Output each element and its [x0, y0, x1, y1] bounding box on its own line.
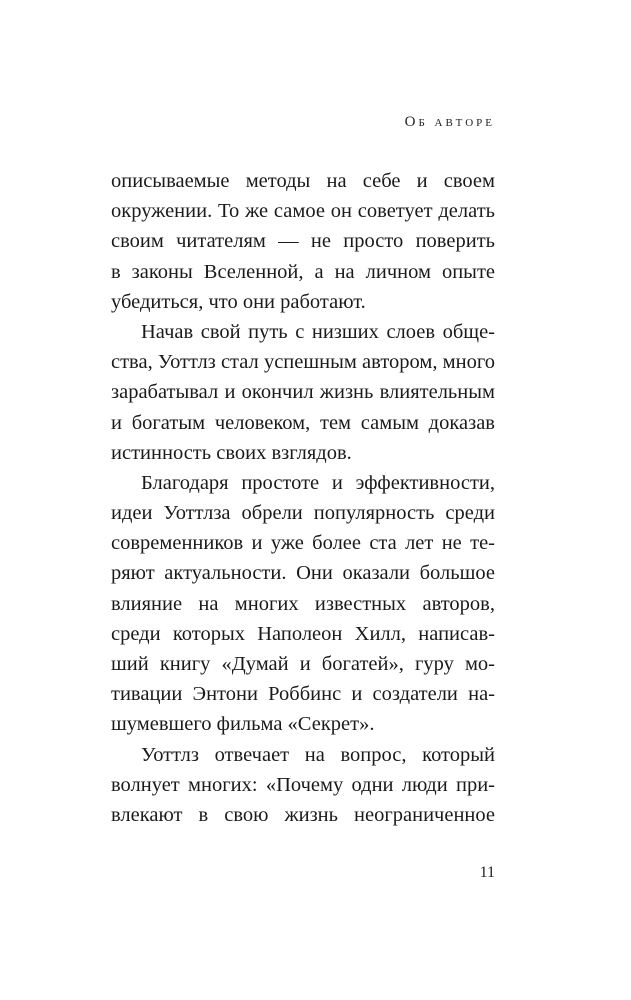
- running-head: Об авторе: [404, 114, 495, 130]
- text-line: Уоттлз отвечает на вопрос, который: [141, 743, 495, 766]
- text-line: тивации Энтони Роббинс и создатели на-: [111, 683, 495, 706]
- text-line: и богатым человеком, тем самым доказав: [111, 411, 495, 434]
- text-line: влекают в свою жизнь неограниченное: [111, 803, 495, 826]
- text-line: истинность своих взглядов.: [111, 441, 352, 464]
- text-line: зарабатывал и окончил жизнь влиятельным: [111, 381, 495, 404]
- text-line: шумевшего фильма «Секрет».: [111, 713, 375, 736]
- body-text: [111, 166, 495, 830]
- text-line: влияние на многих известных авторов,: [111, 592, 495, 615]
- text-line: своим читателям — не просто поверить: [111, 230, 495, 253]
- text-line: описываемые методы на себе и своем: [111, 170, 495, 192]
- text-line: идеи Уоттлза обрели популярность среди: [111, 502, 495, 525]
- page-number: 11: [479, 864, 495, 881]
- text-line: волнует многих: «Почему одни люди при-: [111, 773, 495, 796]
- text-line: ства, Уоттлз стал успешным автором, много: [111, 351, 495, 374]
- text-line: Благодаря простоте и эффективности,: [141, 471, 495, 494]
- text-line: Начав свой путь с низших слоев обще-: [141, 320, 495, 343]
- text-line: ший книгу «Думай и богатей», гуру мо-: [111, 653, 495, 675]
- text-line: в законы Вселенной, а на личном опыте: [111, 260, 495, 283]
- text-line: ряют актуальности. Они оказали большое: [111, 562, 495, 585]
- text-line: окружении. То же самое он советует делать: [111, 200, 495, 223]
- text-line: среди которых Наполеон Хилл, написав-: [111, 622, 495, 645]
- text-line: современников и уже более ста лет не те-: [111, 532, 495, 555]
- text-line: убедиться, что они работают.: [111, 290, 366, 313]
